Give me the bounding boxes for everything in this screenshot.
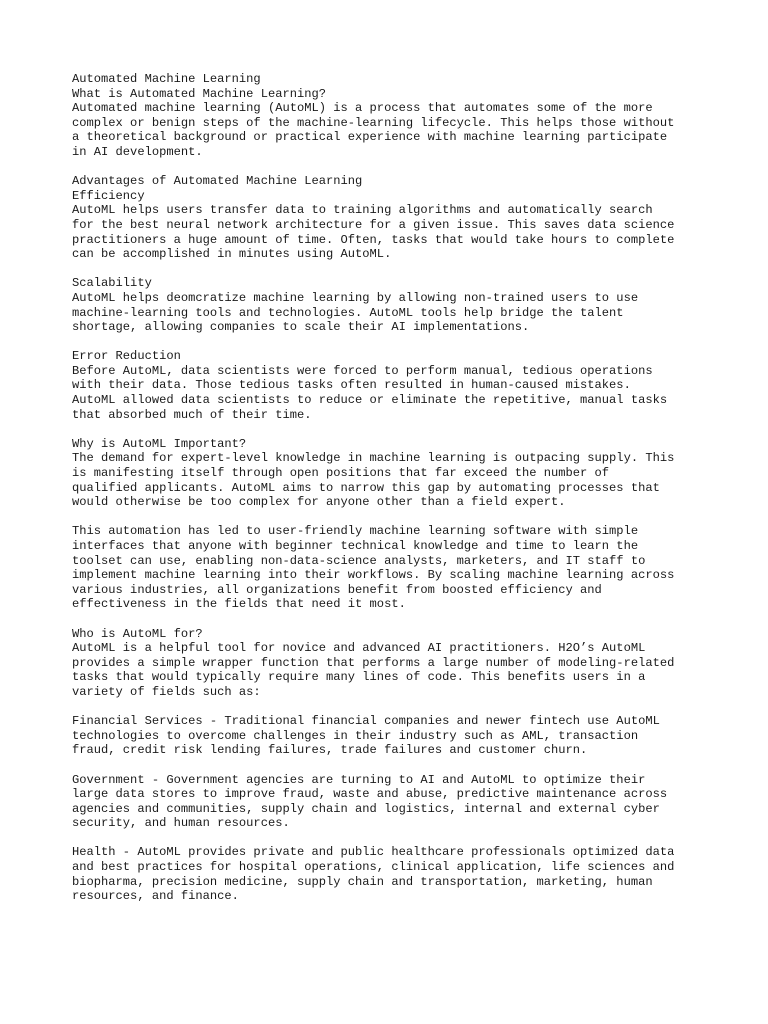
document-body — [72, 72, 722, 904]
text-line: technologies to overcome challenges in their industry such as AML, transaction — [72, 728, 639, 743]
text-line: variety of fields such as: — [72, 684, 261, 699]
text-line: for the best neural network architecture for a given issue. This saves data science — [72, 217, 675, 232]
paragraph — [72, 627, 722, 700]
text-line: Government - Government agencies are turning to AI and AutoML to optimize their — [72, 772, 646, 787]
text-line: tasks that would typically require many lines of code. This benefits users in a — [72, 670, 646, 685]
paragraph — [72, 437, 722, 510]
paragraph — [72, 349, 722, 422]
text-line: a theoretical background or practical experience with machine learning participate — [72, 130, 668, 145]
paragraph — [72, 524, 722, 612]
text-line: interfaces that anyone with beginner technical knowledge and time to learn the — [72, 539, 639, 553]
text-line: Before AutoML, data scientists were forced to perform manual, tedious operations — [72, 363, 653, 378]
text-line: Who is AutoML for? — [72, 626, 203, 641]
text-line: resources, and finance. — [72, 889, 239, 904]
text-line: biopharma, precision medicine, supply chain and transportation, marketing, human — [72, 874, 653, 889]
text-line: is manifesting itself through open positions that far exceed the number of — [72, 466, 610, 481]
text-line: What is Automated Machine Learning? — [72, 86, 327, 101]
text-line: large data stores to improve fraud, waste and abuse, predictive maintenance across — [72, 787, 668, 802]
text-line: Advantages of Automated Machine Learning — [72, 174, 363, 189]
text-line: toolset can use, enabling non-data-science analysts, marketers, and IT staff to — [72, 553, 646, 568]
text-line: implement machine learning into their workflows. By scaling machine learning across — [72, 568, 675, 583]
paragraph — [72, 773, 722, 831]
text-line: with their data. Those tedious tasks often resulted in human-caused mistakes. — [72, 378, 631, 393]
text-line: that absorbed much of their time. — [72, 407, 312, 422]
document-sections — [72, 87, 722, 904]
text-line: This automation has led to user-friendly machine learning software with simple — [72, 524, 639, 539]
text-line: AutoML is a helpful tool for novice and advanced AI practitioners. H2O’s AutoML — [72, 641, 646, 656]
text-line: effectiveness in the fields that need it most. — [72, 597, 406, 612]
text-line: The demand for expert-level knowledge in machine learning is outpacing supply. This — [72, 451, 675, 466]
text-line: provides a simple wrapper function that performs a large number of modeling-related — [72, 655, 675, 670]
text-line: complex or benign steps of the machine-learning lifecycle. This helps those without — [72, 115, 675, 130]
text-line: Why is AutoML Important? — [72, 436, 247, 451]
text-line: practitioners a huge amount of time. Often, tasks that would take hours to complete — [72, 232, 675, 247]
text-line: Error Reduction — [72, 349, 181, 364]
paragraph — [72, 845, 722, 903]
paragraph — [72, 714, 722, 758]
text-line: fraud, credit risk lending failures, trade failures and customer churn. — [72, 743, 588, 758]
text-line: Automated machine learning (AutoML) is a process that automates some of the more — [72, 101, 653, 116]
text-line: agencies and communities, supply chain and logistics, internal and external cyber — [72, 801, 660, 816]
text-line: Efficiency — [72, 188, 145, 203]
text-line: would otherwise be too complex for anyone other than a field expert. — [72, 495, 566, 510]
text-line: Health - AutoML provides private and public healthcare professionals optimized data — [72, 845, 675, 860]
text-line: security, and human resources. — [72, 816, 290, 831]
text-line: AutoML helps users transfer data to training algorithms and automatically search — [72, 203, 653, 218]
paragraph — [72, 174, 722, 262]
text-line: and best practices for hospital operations, clinical application, life sciences and — [72, 860, 675, 875]
text-line: shortage, allowing companies to scale their AI implementations. — [72, 320, 530, 335]
text-line: AutoML helps deomcratize machine learning by allowing non-trained users to use — [72, 290, 639, 305]
paragraph — [72, 87, 722, 160]
text-line: can be accomplished in minutes using AutoML. — [72, 247, 392, 262]
text-line: Financial Services - Traditional financial companies and newer fintech use AutoML — [72, 714, 660, 729]
text-line: qualified applicants. AutoML aims to narrow this gap by automating processes that — [72, 480, 660, 495]
text-line: in AI development. — [72, 144, 203, 159]
document-title: Automated Machine Learning — [72, 72, 261, 86]
text-line: Scalability — [72, 276, 152, 291]
text-line: machine-learning tools and technologies. AutoML tools help bridge the talent — [72, 305, 624, 320]
text-line: various industries, all organizations benefit from boosted efficiency and — [72, 582, 602, 597]
paragraph — [72, 276, 722, 334]
text-line: AutoML allowed data scientists to reduce or eliminate the repetitive, manual tasks — [72, 393, 668, 408]
